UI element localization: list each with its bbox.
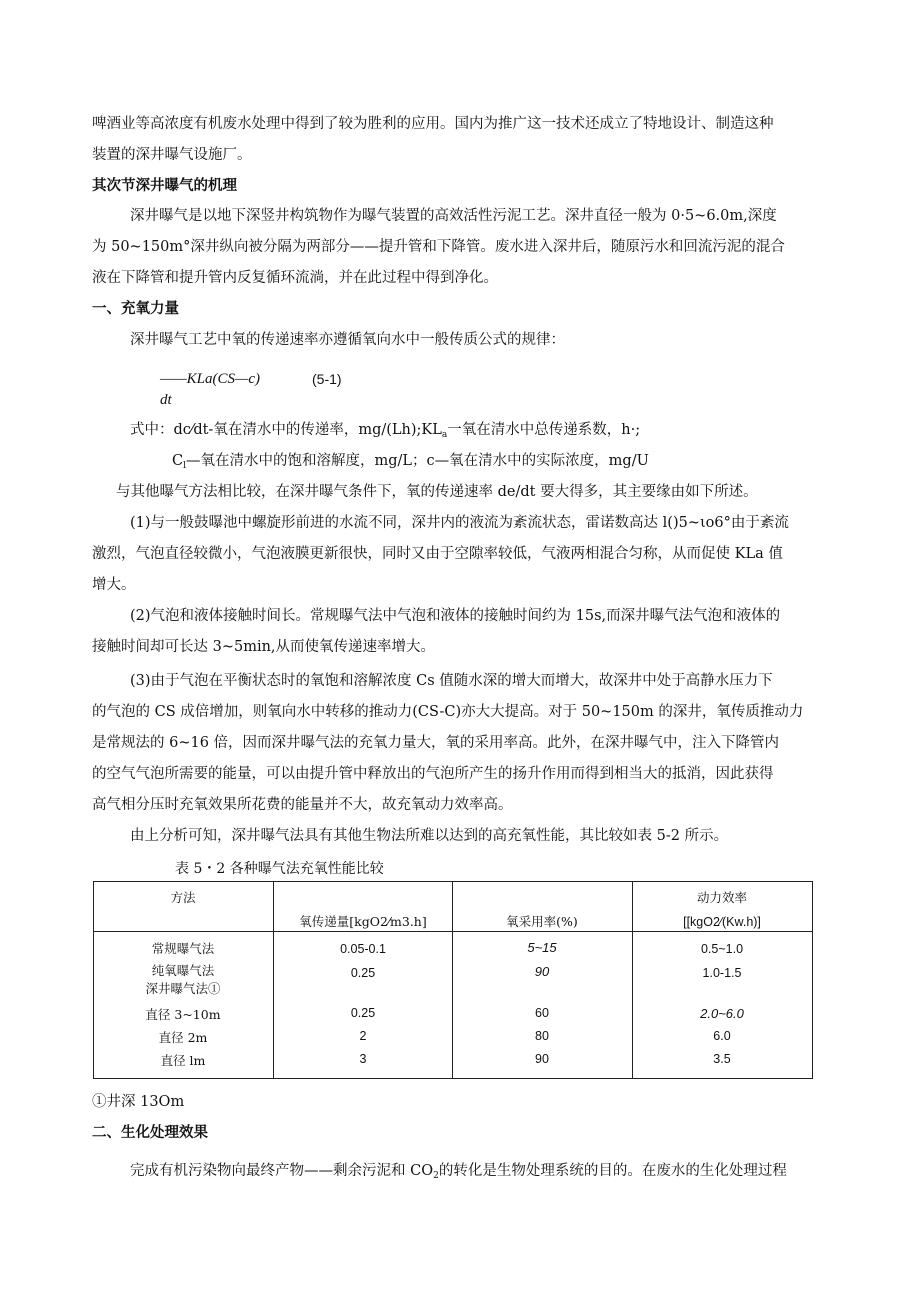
paragraph-line — [130, 1162, 787, 1185]
section-heading-bio: 二、生化处理效果 — [92, 1125, 208, 1141]
paragraph-line: (1)与一般鼓曝池中螺旋形前进的水流不同，深井内的液流为紊流状态，雷诺数高达 l()5~ιo6°由于紊流 — [130, 515, 789, 531]
paragraph-line: (3)由于气泡在平衡状态时的氧饱和溶解浓度 Cs 值随水深的增大而增大，故深井中处于高静水压力下 — [130, 673, 773, 689]
paragraph-line: 接触时间却可长达 3~5min,从而使氧传递速率增大。 — [92, 639, 436, 655]
table-cell-efficiency: 1.0-1.5 — [702, 966, 742, 980]
paragraph-line: (2)气泡和液体接触时间长。常规曝气法中气泡和液体的接触时间约为 15s,而深井曝气法气泡和液体的 — [130, 608, 781, 624]
table-cell-method: 直径 lm — [160, 1053, 206, 1068]
paragraph-line: 装置的深井曝气设施厂。 — [92, 147, 252, 163]
table-caption: 表 5・2 各种曝气法充氧性能比较 — [175, 861, 384, 877]
formula-numerator: ——KLa(CS—c) — [160, 371, 261, 387]
table-border — [93, 881, 813, 882]
paragraph-subscript: 2 — [433, 1171, 439, 1181]
definition-line — [172, 452, 649, 475]
paragraph-line: 啤酒业等高浓度有机废水处理中得到了较为胜利的应用。国内为推广这一技术还成立了特地设计、制造这种 — [92, 116, 774, 132]
table-cell-method: 直径 2m — [158, 1030, 208, 1045]
table-header-divider — [93, 931, 813, 932]
paragraph-text: 完成有机污染物向最终产物——剩余污泥和 CO — [130, 1163, 434, 1179]
table-cell-utilization: 90 — [535, 1052, 549, 1066]
table-cell-rate: 0.05-0.1 — [340, 942, 386, 956]
paragraph-text: 的转化是生物处理系统的目的。在废水的生化处理过程 — [438, 1163, 787, 1179]
definition-text: C — [172, 453, 184, 469]
table-cell-rate: 2 — [359, 1029, 367, 1043]
table-cell-utilization: 80 — [535, 1029, 549, 1043]
paragraph-line: 液在下降管和提升管内反复循环流淌，并在此过程中得到净化。 — [92, 270, 498, 286]
comparison-table — [93, 881, 813, 1079]
paragraph-line: 为 50~150m°深井纵向被分隔为两部分——提升管和下降管。废水进入深井后，随原污水和回流污泥的混合 — [92, 239, 785, 255]
paragraph-line: 的空气气泡所需要的能量，可以由提升管中释放出的气泡所产生的扬升作用而得到相当大的抵消，因此获得 — [92, 766, 774, 782]
table-cell-efficiency: 2.0~6.0 — [700, 1006, 744, 1021]
formula-denominator: dt — [160, 392, 172, 408]
table-header-method: 方法 — [170, 890, 196, 905]
table-footnote: ①井深 13Om — [92, 1094, 185, 1110]
table-header-efficiency-unit: [[kgO2⁄(Kw.h)] — [683, 915, 761, 929]
paragraph-line: 激烈，气泡直径较微小，气泡液膜更新很快，同时又由于空隙率较低，气液两相混合匀称，从而促使 KLa 值 — [92, 546, 783, 562]
formula-number: (5-1) — [312, 371, 342, 387]
paragraph-line: 高气相分压时充氧效果所花费的能量并不大，故充氧动力效率高。 — [92, 797, 513, 813]
table-cell-method: 深井曝气法① — [145, 981, 221, 996]
table-cell-efficiency: 3.5 — [713, 1052, 731, 1066]
table-cell-utilization: 5~15 — [527, 940, 557, 955]
table-cell-utilization: 90 — [534, 964, 550, 979]
table-border — [93, 1078, 813, 1079]
table-cell-method: 纯氧曝气法 — [151, 963, 215, 978]
table-header-efficiency: 动力效率 — [696, 890, 747, 905]
table-cell-rate: 0.25 — [350, 1006, 376, 1020]
definition-line — [130, 421, 640, 444]
paragraph-line: 与其他曝气方法相比较，在深井曝气条件下，氧的传递速率 de/dt 要大得多，其主要缘由如下所述。 — [116, 484, 758, 500]
paragraph-line: 由上分析可知，深井曝气法具有其他生物法所难以达到的高充氧性能，其比较如表 5-2 所示。 — [130, 828, 729, 844]
paragraph-line: 增大。 — [92, 577, 136, 593]
table-header-rate: 氧传递量[kgO2⁄m3.h] — [299, 914, 427, 929]
table-cell-rate: 0.25 — [350, 966, 376, 980]
table-border — [812, 881, 813, 1079]
definition-text: 式中：dc⁄dt-氧在清水中的传递率，mg/(Lh);KL — [130, 422, 442, 438]
table-cell-rate: 3 — [359, 1052, 367, 1066]
definition-text: —氧在清水中的饱和溶解度，mg/L；c—氧在清水中的实际浓度，mg/U — [186, 453, 649, 469]
definition-text: 一氧在清水中总传递系数，h·; — [447, 422, 641, 438]
paragraph-line: 是常规法的 6~16 倍，因而深井曝气法的充氧力量大，氧的采用率高。此外，在深井曝气中，注入下降管内 — [92, 735, 780, 751]
paragraph-line: 深井曝气工艺中氧的传递速率亦遵循氧向水中一般传质公式的规律： — [130, 332, 565, 348]
table-cell-method: 常规曝气法 — [151, 941, 215, 956]
section-heading-mechanism: 其次节深井曝气的机理 — [92, 178, 237, 194]
table-header-utilization: 氧采用率(%) — [506, 914, 578, 929]
table-border — [93, 881, 94, 1079]
section-heading-oxygen: 一、充氧力量 — [92, 301, 179, 317]
table-cell-utilization: 60 — [535, 1006, 549, 1020]
table-cell-efficiency: 6.0 — [713, 1029, 731, 1043]
paragraph-line: 的气泡的 CS 成倍增加，则氧向水中转移的推动力(CS-C)亦大大提高。对于 50~150m 的深井，氧传质推动力 — [92, 704, 804, 720]
definition-subscript: l — [183, 461, 186, 471]
paragraph-line: 深井曝气是以地下深竖井构筑物作为曝气装置的高效活性污泥工艺。深井直径一般为 0·5~6.0m,深度 — [130, 208, 777, 224]
definition-subscript: a — [441, 430, 448, 440]
table-cell-method: 直径 3~10m — [145, 1007, 221, 1022]
table-cell-efficiency: 0.5~1.0 — [700, 942, 744, 956]
